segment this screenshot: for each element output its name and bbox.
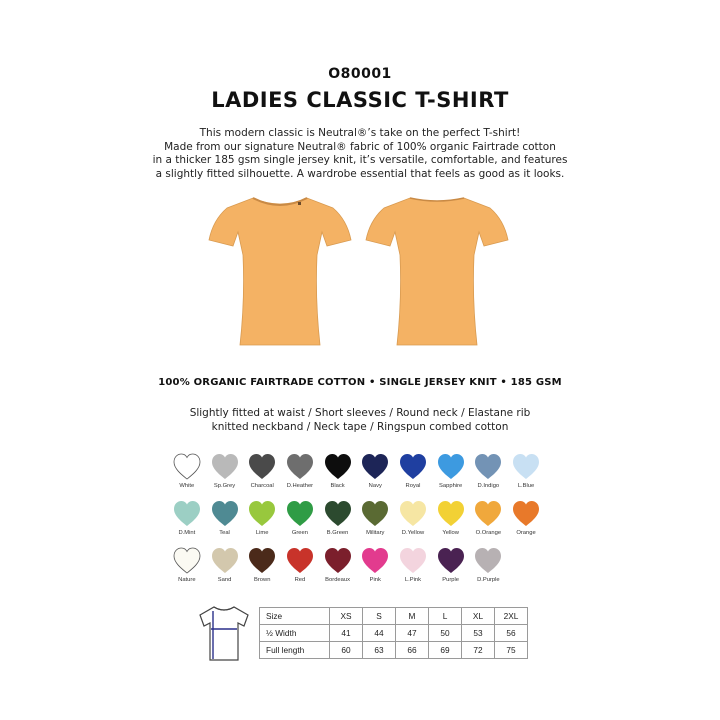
heart-icon: [210, 546, 240, 575]
tshirt-back-image: [362, 190, 512, 350]
heart-icon: [323, 499, 353, 528]
color-swatch-l-pink: [394, 546, 432, 585]
heart-icon: [360, 452, 390, 481]
heart-icon: [210, 499, 240, 528]
fabric-specs: 100% ORGANIC FAIRTRADE COTTON • SINGLE JERSEY KNIT • 185 GSM: [158, 377, 562, 388]
swatch-label: Military: [366, 530, 385, 536]
heart-icon: [247, 452, 277, 481]
swatch-label: Lime: [255, 530, 269, 536]
size-table-cell: L: [429, 608, 462, 625]
swatch-label: O.Orange: [475, 530, 502, 536]
size-table-cell: XS: [330, 608, 363, 625]
product-title: LADIES CLASSIC T-SHIRT: [211, 88, 509, 112]
tshirt-front-body: [209, 198, 351, 345]
heart-icon: [436, 499, 466, 528]
heart-icon: [473, 452, 503, 481]
swatch-label: Pink: [369, 577, 381, 583]
color-swatch-sp-grey: [206, 452, 244, 491]
description-line: This modern classic is Neutral®’s take on the perfect T-shirt!: [199, 127, 521, 139]
feature-list: [150, 406, 570, 434]
tshirt-measurement-icon: [196, 604, 252, 662]
color-swatch-l-blue: [507, 452, 545, 491]
size-table-header-row: [260, 608, 528, 625]
size-table-cell: 47: [396, 625, 429, 642]
heart-icon: [323, 452, 353, 481]
swatch-label: Sp.Grey: [213, 483, 236, 489]
size-table-cell: Full length: [260, 642, 330, 659]
color-swatch-teal: [206, 499, 244, 538]
size-table-cell: 56: [495, 625, 528, 642]
color-swatch-sapphire: [432, 452, 470, 491]
size-table-cell: ½ Width: [260, 625, 330, 642]
color-swatch-sand: [206, 546, 244, 585]
size-table-cell: 44: [363, 625, 396, 642]
swatch-label: Red: [294, 577, 306, 583]
swatch-label: D.Purple: [477, 577, 500, 583]
tshirt-back-body: [366, 198, 508, 345]
heart-icon: [247, 499, 277, 528]
color-swatch-d-mint: [168, 499, 206, 538]
description-line: a slightly fitted silhouette. A wardrobe essential that feels as good as it looks.: [155, 167, 565, 180]
color-swatch-military: [356, 499, 394, 538]
swatch-label: B.Green: [326, 530, 349, 536]
size-table-cell: 2XL: [495, 608, 528, 625]
swatch-label: Brown: [254, 577, 271, 583]
heart-icon: [436, 546, 466, 575]
swatch-label: White: [179, 483, 195, 489]
swatch-label: L.Pink: [404, 577, 422, 583]
heart-icon: [285, 546, 315, 575]
color-swatch-pink: [356, 546, 394, 585]
color-swatch-white: [168, 452, 206, 491]
color-swatch-b-green: [319, 499, 357, 538]
swatch-label: D.Indigo: [477, 483, 500, 489]
feature-line: Slightly fitted at waist / Short sleeves / Round neck / Elastane rib: [189, 407, 531, 419]
heart-icon: [473, 546, 503, 575]
product-description: [150, 127, 570, 181]
swatch-label: Navy: [368, 483, 382, 489]
size-table-cell: 53: [462, 625, 495, 642]
feature-line: knitted neckband / Neck tape / Ringspun combed cotton: [211, 421, 509, 433]
color-swatch-green: [281, 499, 319, 538]
swatch-label: Nature: [178, 577, 196, 583]
heart-icon: [172, 499, 202, 528]
heart-icon: [360, 499, 390, 528]
size-table-cell: 69: [429, 642, 462, 659]
heart-icon: [210, 452, 240, 481]
color-swatch-royal: [394, 452, 432, 491]
size-table-cell: 72: [462, 642, 495, 659]
swatch-label: Charcoal: [250, 483, 274, 489]
color-swatch-d-indigo: [470, 452, 508, 491]
color-swatch-lime: [243, 499, 281, 538]
size-table-row: [260, 642, 528, 659]
swatch-label: Purple: [442, 577, 460, 583]
color-swatch-bordeaux: [319, 546, 357, 585]
size-table-cell: 41: [330, 625, 363, 642]
size-table: [259, 607, 528, 659]
color-swatch-o-orange: [470, 499, 508, 538]
color-swatch-yellow: [432, 499, 470, 538]
color-swatch-navy: [356, 452, 394, 491]
color-swatch-d-yellow: [394, 499, 432, 538]
heart-icon: [285, 499, 315, 528]
size-table-row: [260, 625, 528, 642]
heart-icon: [285, 452, 315, 481]
color-swatches: [168, 452, 560, 585]
swatch-label: Orange: [516, 530, 536, 536]
heart-icon: [172, 546, 202, 575]
size-table-cell: 63: [363, 642, 396, 659]
swatch-label: Green: [291, 530, 308, 536]
description-line: in a thicker 185 gsm single jersey knit, it’s versatile, comfortable, and features: [152, 154, 568, 166]
color-swatch-black: [319, 452, 357, 491]
swatch-label: Teal: [219, 530, 230, 536]
swatch-label: Black: [330, 483, 345, 489]
swatch-label: Yellow: [442, 530, 459, 536]
color-swatch-d-purple: [470, 546, 508, 585]
heart-icon: [398, 499, 428, 528]
color-swatch-purple: [432, 546, 470, 585]
heart-icon: [247, 546, 277, 575]
size-table-cell: M: [396, 608, 429, 625]
swatch-label: D.Yellow: [401, 530, 425, 536]
heart-icon: [172, 452, 202, 481]
size-table-cell: 75: [495, 642, 528, 659]
color-swatch-d-heather: [281, 452, 319, 491]
swatch-label: Bordeaux: [325, 577, 350, 583]
heart-icon: [323, 546, 353, 575]
color-swatch-orange: [507, 499, 545, 538]
size-table-cell: S: [363, 608, 396, 625]
swatch-label: Royal: [405, 483, 421, 489]
product-code: O80001: [328, 66, 392, 82]
color-swatch-red: [281, 546, 319, 585]
swatch-label: D.Mint: [178, 530, 196, 536]
swatch-label: Sapphire: [439, 483, 463, 489]
size-table-cell: 66: [396, 642, 429, 659]
swatch-label: L.Blue: [517, 483, 535, 489]
size-table-cell: 60: [330, 642, 363, 659]
heart-icon: [473, 499, 503, 528]
heart-icon: [398, 546, 428, 575]
heart-icon: [360, 546, 390, 575]
color-swatch-nature: [168, 546, 206, 585]
heart-icon: [398, 452, 428, 481]
heart-icon: [511, 499, 541, 528]
swatch-label: D.Heather: [286, 483, 314, 489]
heart-icon: [436, 452, 466, 481]
size-table-cell: Size: [260, 608, 330, 625]
color-swatch-charcoal: [243, 452, 281, 491]
description-line: Made from our signature Neutral® fabric of 100% organic Fairtrade cotton: [164, 140, 556, 153]
color-swatch-brown: [243, 546, 281, 585]
heart-icon: [511, 452, 541, 481]
size-table-cell: 50: [429, 625, 462, 642]
swatch-label: Sand: [217, 577, 232, 583]
tshirt-front-image: [205, 190, 355, 350]
size-table-cell: XL: [462, 608, 495, 625]
